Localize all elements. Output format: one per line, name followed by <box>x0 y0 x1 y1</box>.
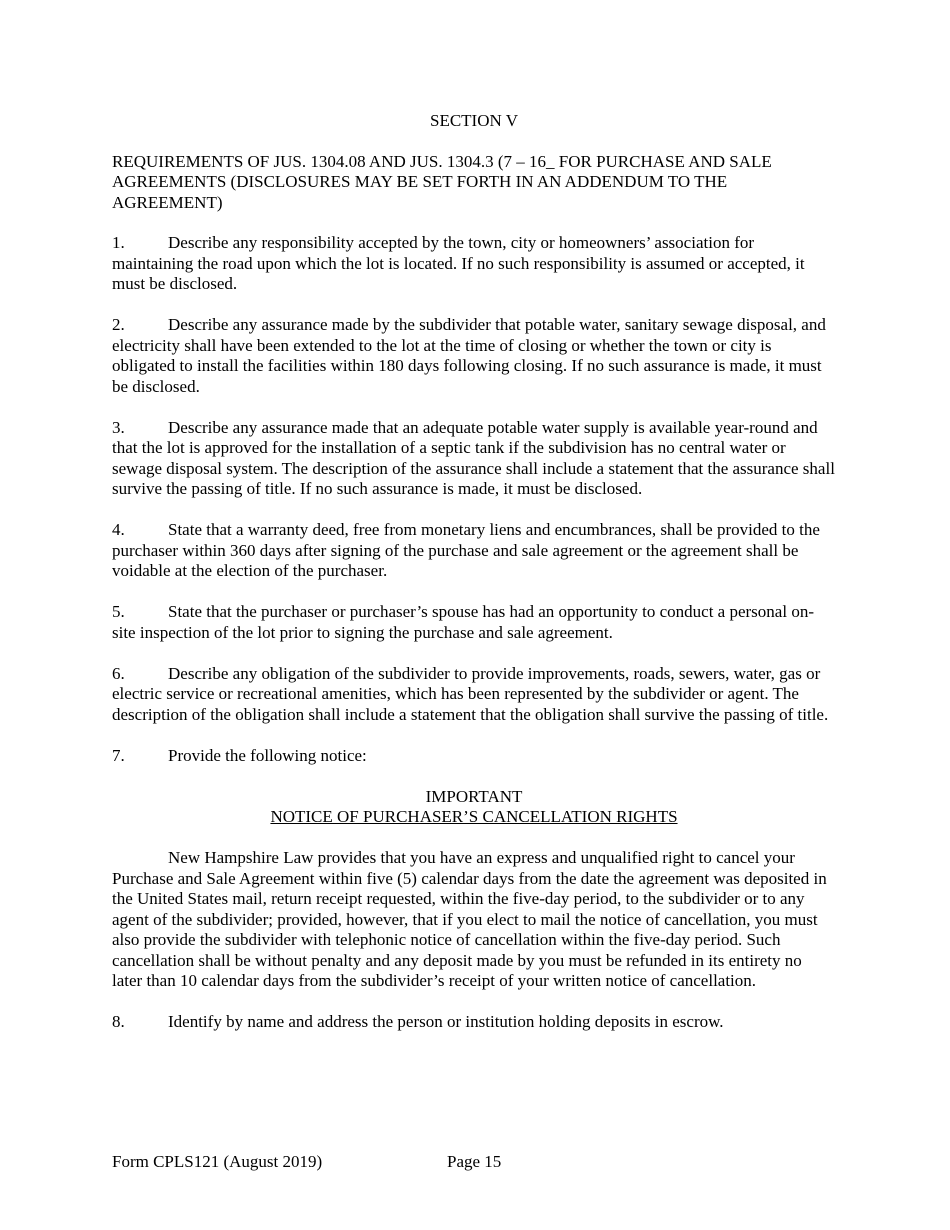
list-item <box>112 664 836 726</box>
item-text: Describe any assurance made that an adequate potable water supply is available year-round and that the lot is approved for the installation of a septic tank if the subdivision has no central water or sewage disposal system. The description of the assurance shall include a statement that the assurance shall survive the passing of title. If no such assurance is made, it must be disclosed. <box>112 417 835 498</box>
list-item <box>112 602 836 643</box>
item-text: State that the purchaser or purchaser’s spouse has had an opportunity to conduct a personal on-site inspection of the lot prior to signing the purchase and sale agreement. <box>112 602 814 642</box>
list-item <box>112 315 836 397</box>
item-number: 7. <box>112 745 125 765</box>
item-text: Identify by name and address the person or institution holding deposits in escrow. <box>168 1012 724 1031</box>
footer-form-id: Form CPLS121 (August 2019) <box>112 1152 323 1171</box>
list-item <box>112 746 836 767</box>
notice-subtitle: NOTICE OF PURCHASER’S CANCELLATION RIGHTS <box>270 807 678 826</box>
item-text: State that a warranty deed, free from monetary liens and encumbrances, shall be provided to the purchaser within 360 days after signing of the purchase and sale agreement or the agreement shall be voidable at the election of the purchaser. <box>112 520 820 580</box>
requirements-heading: REQUIREMENTS OF JUS. 1304.08 AND JUS. 1304.3 (7 – 16_ FOR PURCHASE AND SALE AGREEMENTS (DISCLOSURES MAY BE SET FORTH IN AN ADDENDUM TO THE AGREEMENT) <box>112 151 772 212</box>
notice-body: New Hampshire Law provides that you have an express and unqualified right to cancel your Purchase and Sale Agreement within five (5) calendar days from the date the agreement was deposited in the United States mail, return receipt requested, within the five-day period, to the subdivider or to any agent of the subdivider; provided, however, that if you elect to mail the notice of cancellation, you must also provide the subdivider with telephonic notice of cancellation within the five-day period. Such cancellation shall be without penalty and any deposit made by you must be refunded in its entirety no later than 10 calendar days from the subdivider’s receipt of your written notice of cancellation. <box>112 848 827 990</box>
section-title: SECTION V <box>430 111 518 130</box>
item-number: 3. <box>112 417 125 437</box>
item-text: Describe any obligation of the subdivider to provide improvements, roads, sewers, water, gas or electric service or recreational amenities, which has been represented by the subdivider or agent. The description of the obligation shall include a statement that the obligation shall survive the passing of title. <box>112 663 829 724</box>
item-number: 8. <box>112 1012 125 1031</box>
list-item <box>112 1012 836 1033</box>
item-number: 6. <box>112 663 125 683</box>
notice-title: IMPORTANT <box>425 786 523 806</box>
item-text: Describe any responsibility accepted by the town, city or homeowners’ association for maintaining the road upon which the lot is located. If no such responsibility is assumed or accepted, it must be disclosed. <box>112 233 805 293</box>
item-number: 2. <box>112 315 125 334</box>
list-item <box>112 233 836 295</box>
footer-page-number: Page 15 <box>447 1152 502 1171</box>
item-number: 5. <box>112 602 125 621</box>
list-item <box>112 520 836 582</box>
document-page <box>112 111 836 1053</box>
item-number: 1. <box>112 233 125 252</box>
item-text: Describe any assurance made by the subdivider that potable water, sanitary sewage disposal, and electricity shall have been extended to the lot at the time of closing or whether the town or city is obligated to install the facilities within 180 days following closing. If no such assurance is made, it must be disclosed. <box>112 315 826 396</box>
list-item <box>112 418 836 500</box>
item-text: Provide the following notice: <box>168 745 367 765</box>
item-number: 4. <box>112 520 125 539</box>
